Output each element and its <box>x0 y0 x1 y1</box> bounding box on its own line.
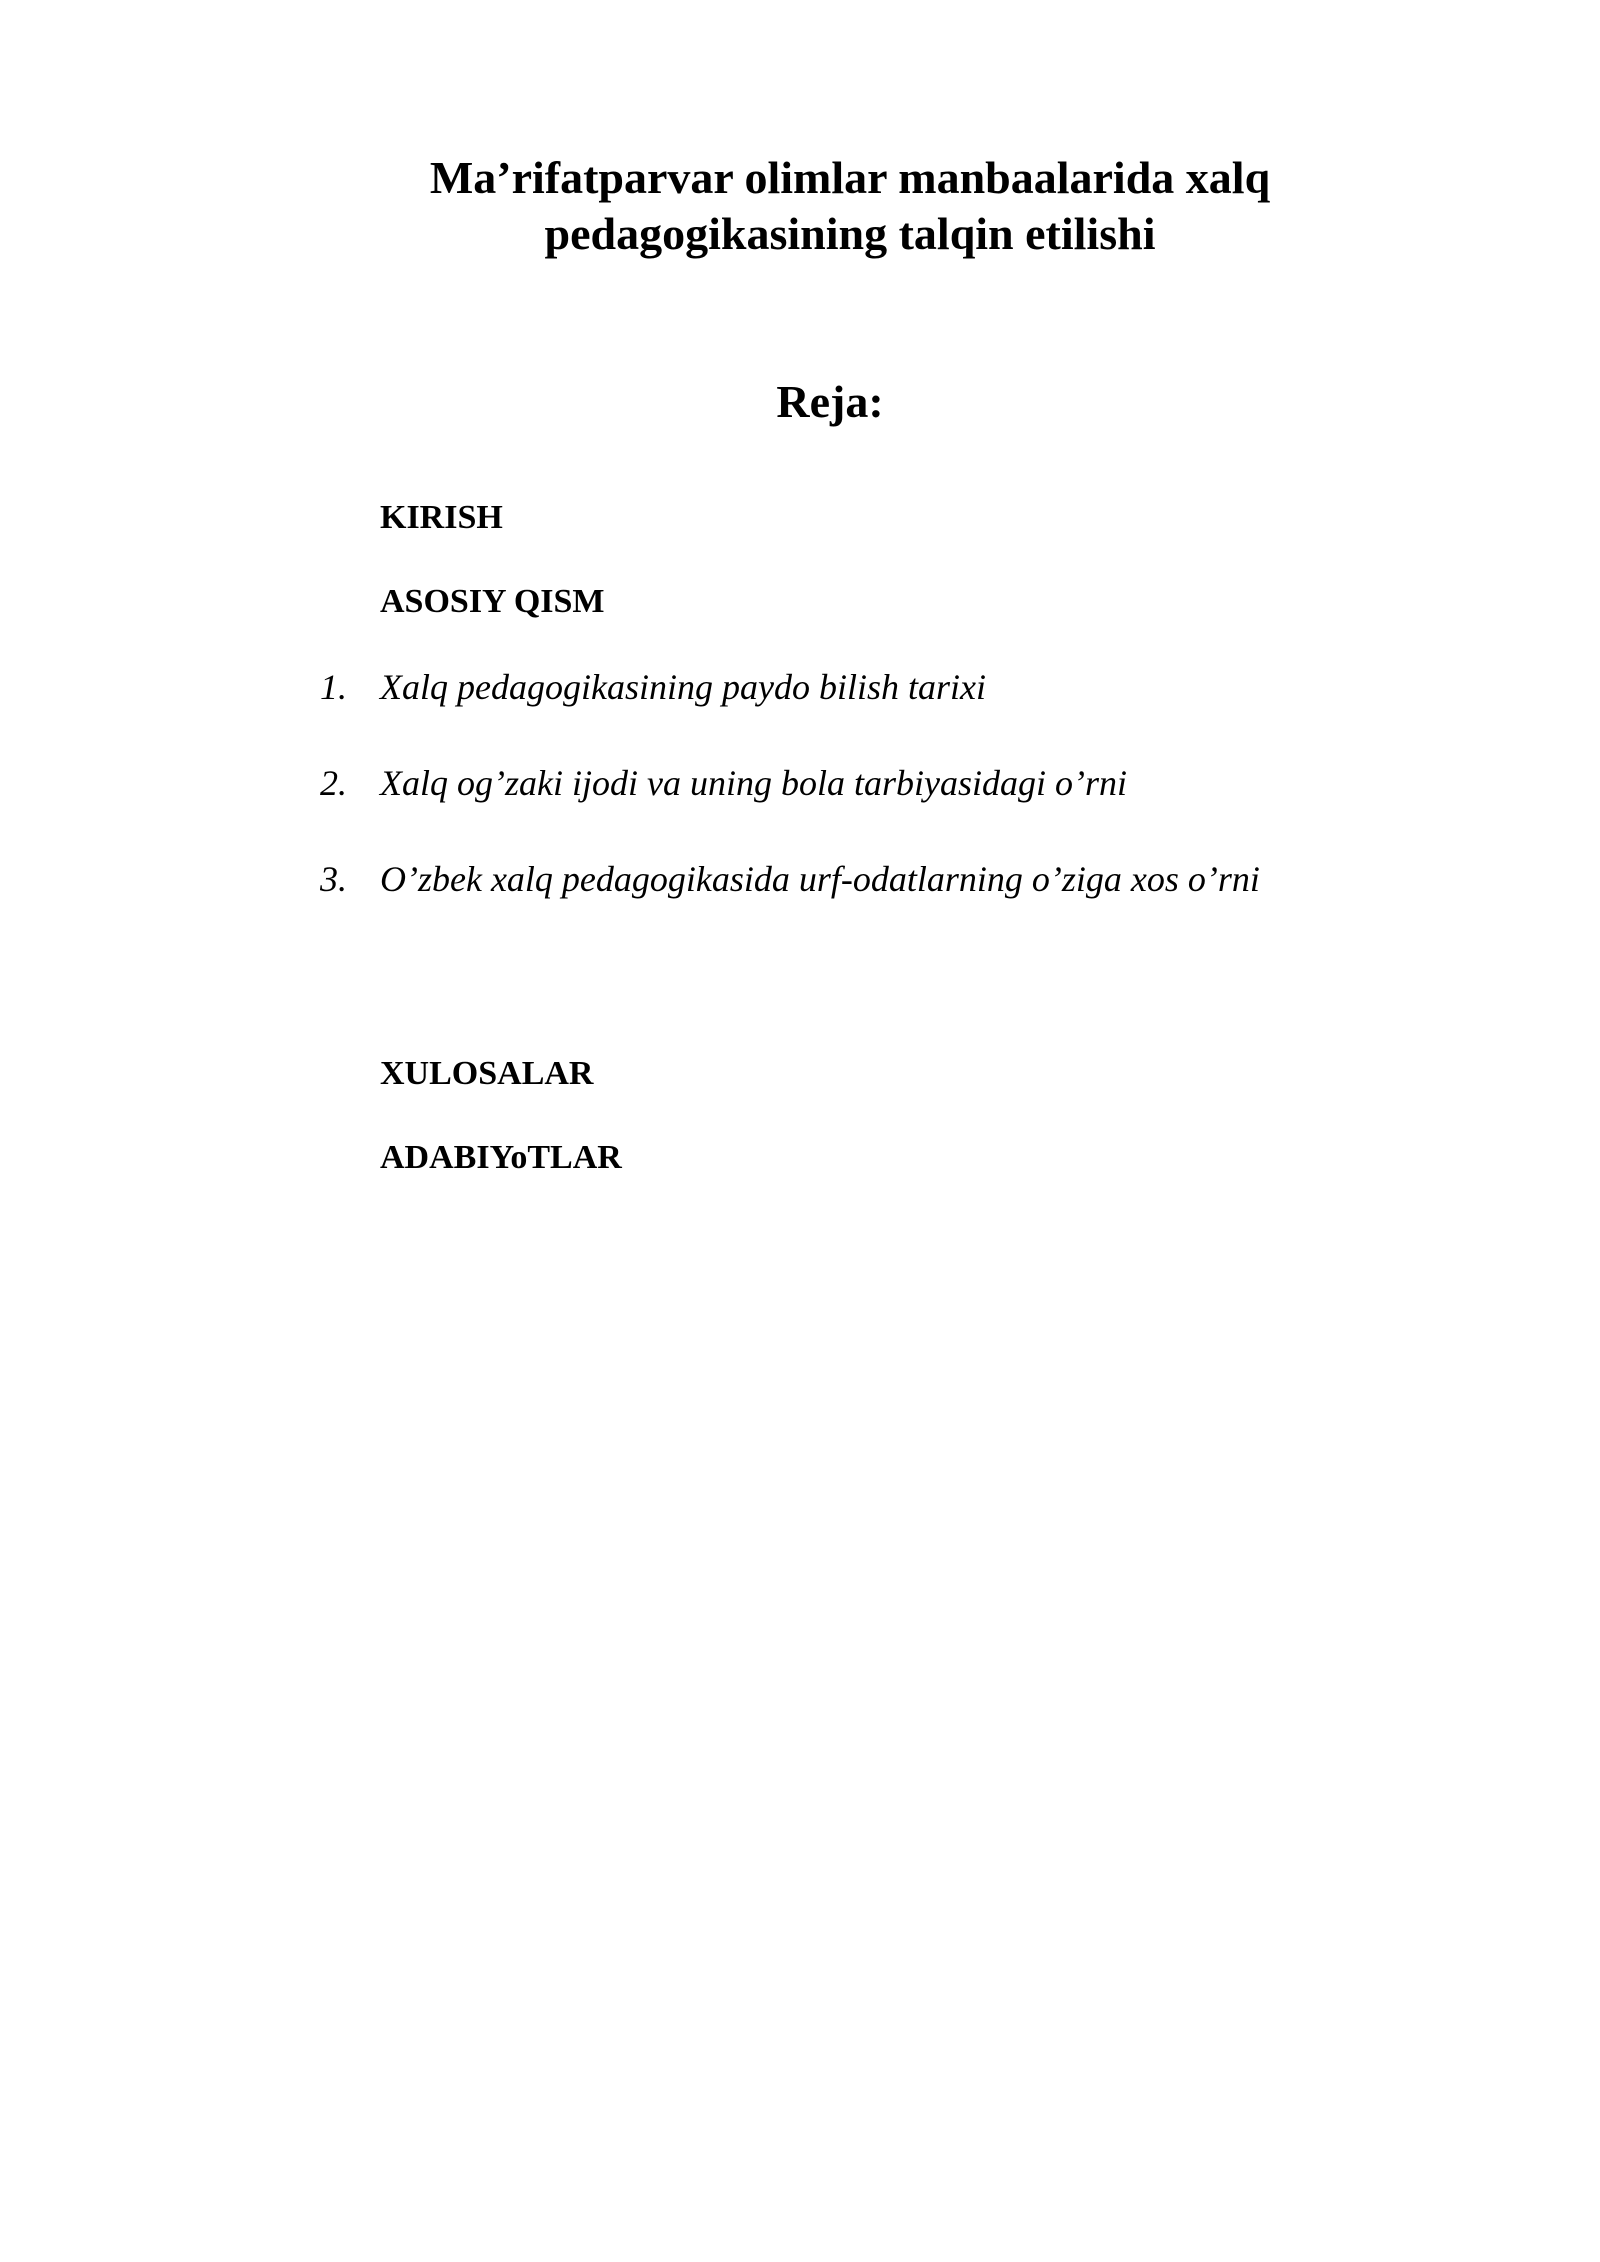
plan-heading: Reja: <box>776 376 884 427</box>
document-title-line-1: Ma’rifatparvar olimlar manbaalarida xalq <box>429 152 1271 203</box>
plan-item-text: O’zbek xalq pedagogikasida urf-odatlarning o’ziga xos o’rni <box>380 859 1260 899</box>
document-title <box>300 150 1400 262</box>
section-main-part: ASOSIY QISM <box>380 583 605 620</box>
document-title-line-2: pedagogikasining talqin etilishi <box>544 208 1156 259</box>
section-references: ADABIYoTLAR <box>380 1139 622 1176</box>
plan-item-text: Xalq pedagogikasining paydo bilish tarixi <box>380 667 986 707</box>
plan-item <box>320 858 1260 900</box>
section-intro: KIRISH <box>380 499 503 536</box>
plan-item-number: 1. <box>320 667 347 707</box>
plan-item <box>320 762 1127 804</box>
plan-item-number: 3. <box>320 859 347 899</box>
plan-item <box>320 666 986 708</box>
section-conclusions: XULOSALAR <box>380 1055 594 1092</box>
plan-item-number: 2. <box>320 763 347 803</box>
plan-item-text: Xalq og’zaki ijodi va uning bola tarbiyasidagi o’rni <box>380 763 1127 803</box>
